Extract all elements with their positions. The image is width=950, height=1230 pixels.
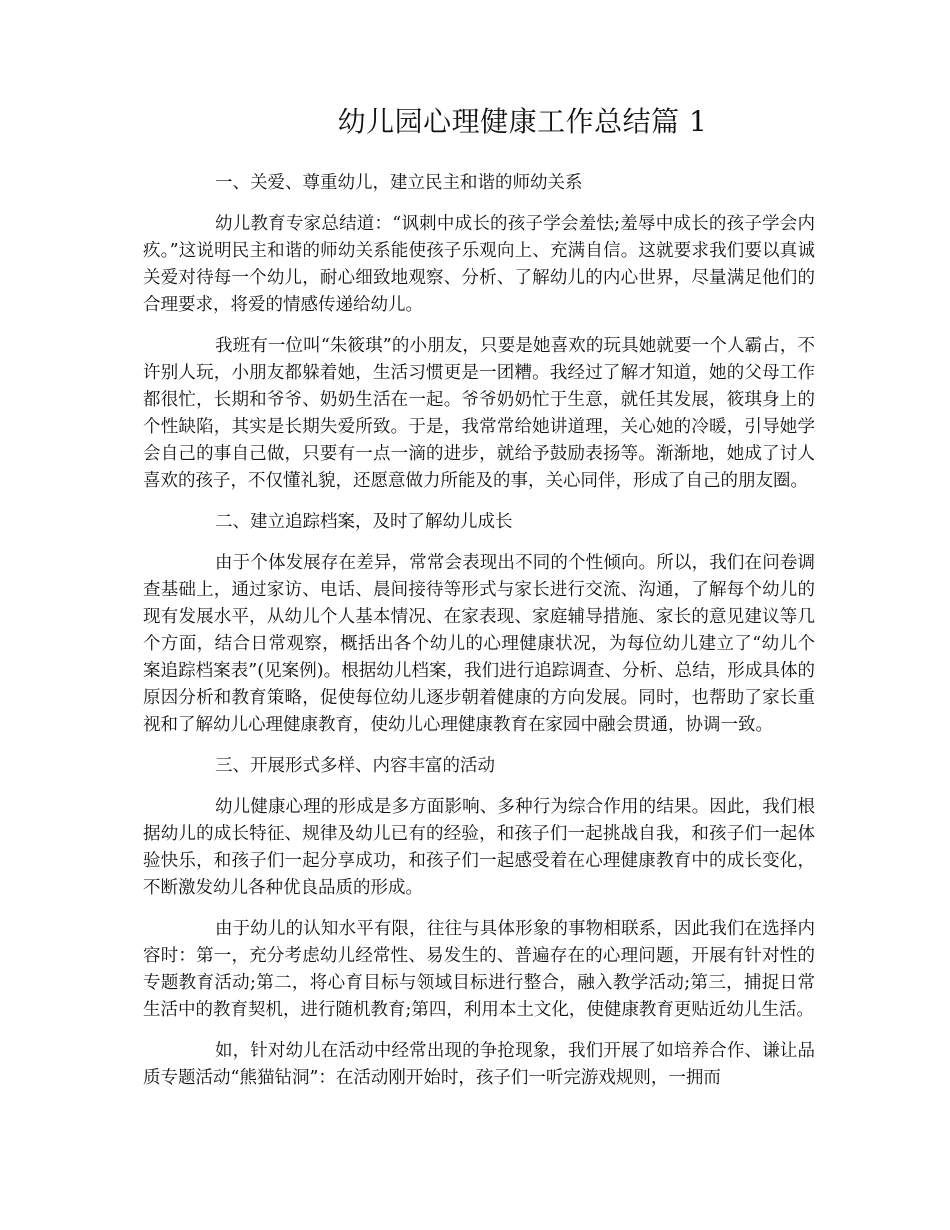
section-heading-3: 三、开展形式多样、内容丰富的活动 xyxy=(215,756,495,776)
paragraph: 幼儿教育专家总结道：“讽刺中成长的孩子学会羞怯;羞辱中成长的孩子学会内疚。”这说明民主和谐的师幼关系能使孩子乐观向上、充满自信。这就要求我们要以真诚关爱对待每一个幼儿，耐心细致地观察、分析、了解幼儿的内心世界，尽量满足他们的合理要求，将爱的情感传递给幼儿。 xyxy=(143,214,815,315)
document-body xyxy=(143,170,815,1106)
paragraph: 我班有一位叫“朱筱琪”的小朋友，只要是她喜欢的玩具她就要一个人霸占，不许别人玩，小朋友都躲着她，生活习惯更是一团糟。我经过了解才知道，她的父母工作都很忙，长期和爷爷、奶奶生活在一起。爷爷奶奶忙于生意，就任其发展，筱琪身上的个性缺陷，其实是长期失爱所致。于是，我常常给她讲道理，关心她的冷暖，引导她学会自己的事自己做，只要有一点一滴的进步，就给予鼓励表扬等。渐渐地，她成了讨人喜欢的孩子，不仅懂礼貌，还愿意做力所能及的事，关心同伴，形成了自己的朋友圈。 xyxy=(143,336,815,491)
section-heading-2: 二、建立追踪档案，及时了解幼儿成长 xyxy=(215,512,513,532)
document-title: 幼儿园心理健康工作总结篇 1 xyxy=(337,105,708,138)
section-heading-1: 一、关爱、尊重幼儿，建立民主和谐的师幼关系 xyxy=(215,173,583,193)
paragraph: 由于幼儿的认知水平有限，往往与具体形象的事物相联系，因此我们在选择内容时：第一，充分考虑幼儿经常性、易发生的、普遍存在的心理问题，开展有针对性的专题教育活动;第二，将心育目标与领域目标进行整合，融入教学活动;第三，捕捉日常生活中的教育契机，进行随机教育;第四，利用本土文化，使健康教育更贴近幼儿生活。 xyxy=(143,919,815,1020)
paragraph: 幼儿健康心理的形成是多方面影响、多种行为综合作用的结果。因此，我们根据幼儿的成长特征、规律及幼儿已有的经验，和孩子们一起挑战自我，和孩子们一起体验快乐，和孩子们一起分享成功，和孩子们一起感受着在心理健康教育中的成长变化，不断激发幼儿各种优良品质的形成。 xyxy=(143,797,815,898)
paragraph: 如，针对幼儿在活动中经常出现的争抢现象，我们开展了如培养合作、谦让品质专题活动“熊猫钻洞”：在活动刚开始时，孩子们一听完游戏规则，一拥而 xyxy=(143,1041,815,1088)
paragraph: 由于个体发展存在差异，常常会表现出不同的个性倾向。所以，我们在问卷调查基础上，通过家访、电话、晨间接待等形式与家长进行交流、沟通，了解每个幼儿的现有发展水平，从幼儿个人基本情况、在家表现、家庭辅导措施、家长的意见建议等几个方面，结合日常观察，概括出各个幼儿的心理健康状况，为每位幼儿建立了“幼儿个案追踪档案表”(见案例)。根据幼儿档案，我们进行追踪调查、分析、总结，形成具体的原因分析和教育策略，促使每位幼儿逐步朝着健康的方向发展。同时，也帮助了家长重视和了解幼儿心理健康教育，使幼儿心理健康教育在家园中融会贯通，协调一致。 xyxy=(143,553,815,735)
